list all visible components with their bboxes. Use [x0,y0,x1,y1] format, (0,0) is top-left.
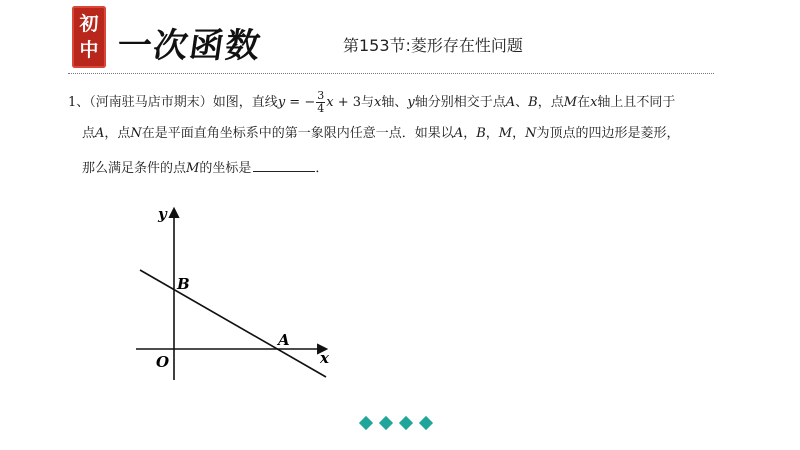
point-a: A [453,126,464,141]
header-divider [68,73,714,74]
diamond-icon [359,416,373,430]
fraction-denominator: 4 [317,102,325,115]
var-x: x [326,95,334,110]
text-fragment: ，点 [537,95,564,110]
question-source: （河南驻马店市期末） [89,95,213,110]
var-x: x [590,95,598,110]
point-m: M [563,95,578,110]
text-fragment: 轴分别相交于点 [414,95,506,110]
diamond-icon [399,416,413,430]
point-a: A [95,126,105,141]
question-line-1 [68,90,675,115]
text-fragment: 与 [361,95,375,110]
logo-char-2: 中 [79,39,99,61]
text-fragment: ， [512,126,526,141]
text-fragment: 轴上且不同于 [597,95,676,110]
text-fragment: 在 [577,95,591,110]
text-fragment: = − [285,95,316,110]
question-number: 1、 [68,95,90,110]
fraction [316,90,325,115]
logo-char-1: 初 [79,13,99,35]
section-title: 第153节:菱形存在性问题 [343,36,523,55]
text-fragment: 、 [515,95,529,110]
label-x: x [320,349,329,367]
point-m: M [498,126,513,141]
var-x: x [374,95,382,110]
text-fragment: 在是平面直角坐标系中的第一象限内任意一点．如果以 [141,126,454,141]
text-fragment: 轴、 [381,95,408,110]
brand-title: 一次函数 [114,26,265,66]
text-fragment: ， [485,126,499,141]
coordinate-graph [130,195,350,390]
var-y: y [407,95,415,110]
text-fragment: 的坐标是 [199,161,252,176]
point-a: A [505,95,516,110]
text-fragment: ，点 [104,126,131,141]
diamond-icon [379,416,393,430]
text-fragment: 为顶点的四边形是菱形， [536,126,680,141]
point-m: M [186,161,200,176]
text-fragment: 那么满足条件的点 [82,161,187,176]
label-o: O [156,353,170,371]
point-b: B [476,126,486,141]
point-n: N [525,126,537,141]
point-b: B [528,95,538,110]
label-y: y [158,205,167,223]
text-fragment: + 3 [333,95,362,110]
answer-blank[interactable] [253,157,315,172]
text-fragment: 如图，直线 [212,95,278,110]
text-fragment: 点 [82,126,96,141]
var-y: y [277,95,286,110]
footer-decoration [359,418,433,428]
label-b: B [177,275,190,293]
fraction-numerator: 3 [317,89,325,102]
diamond-icon [419,416,433,430]
point-n: N [130,126,142,141]
text-fragment: ． [315,161,329,176]
question-line-2 [82,124,680,144]
question-line-3 [82,157,328,179]
logo-badge [72,6,106,68]
text-fragment: ， [463,126,477,141]
label-a: A [278,331,290,349]
